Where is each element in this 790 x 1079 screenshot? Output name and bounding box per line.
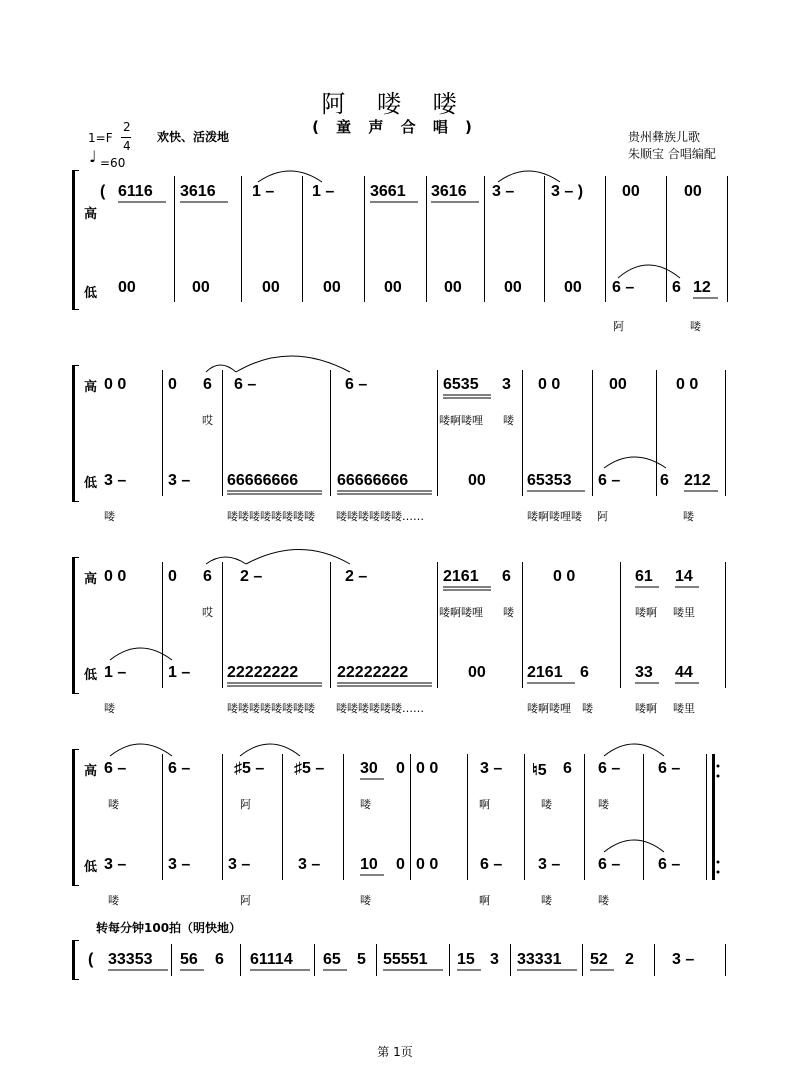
time-signature-denominator: 4 <box>123 139 131 153</box>
note: 3616 <box>180 183 216 200</box>
note: 22222222 <box>227 664 299 681</box>
note: 66666666 <box>227 472 299 489</box>
origin-credit: 贵州彝族儿歌 <box>628 130 701 144</box>
note: 3 – <box>298 856 321 873</box>
note: 3 – <box>168 856 191 873</box>
note: 3 – <box>480 760 503 777</box>
note: 44 <box>675 664 693 681</box>
note: 1 – <box>104 664 127 681</box>
note: 1 – <box>168 664 191 681</box>
note: 6 <box>203 568 212 585</box>
note: 6 <box>672 279 681 296</box>
note: 00 <box>564 279 582 296</box>
note: 3616 <box>431 183 467 200</box>
note: 6 – <box>598 472 621 489</box>
lyric: 喽里 <box>673 606 695 619</box>
subtitle: ( 童 声 合 唱 ) <box>312 118 478 136</box>
expression-marking: 欢快、活泼地 <box>157 130 230 144</box>
time-signature-numerator: 2 <box>123 120 131 134</box>
note: 00 <box>684 183 702 200</box>
note: 0 0 <box>104 376 127 393</box>
note: 0 0 <box>553 568 576 585</box>
note: 00 <box>468 472 486 489</box>
note: 5 <box>357 951 366 968</box>
note: 65353 <box>527 472 572 489</box>
lyric: 阿 <box>240 894 251 907</box>
lyric: 啊 <box>479 798 490 811</box>
high-part-label: 高 <box>84 207 98 222</box>
note: 6 – <box>104 760 127 777</box>
low-part-label: 低 <box>84 286 98 301</box>
note: 30 <box>360 760 378 777</box>
note: 00 <box>262 279 280 296</box>
note: 00 <box>192 279 210 296</box>
key-signature: 1=F <box>88 131 113 145</box>
lyric: 喽喽喽喽喽喽…… <box>336 702 424 715</box>
note: 14 <box>675 568 693 585</box>
lyric: 阿 <box>613 320 624 333</box>
lyric: 喽 <box>360 894 371 907</box>
low-part-label: 低 <box>84 860 98 875</box>
note: 3 – <box>672 951 695 968</box>
note: 3 – <box>104 472 127 489</box>
page-title: 阿 喽 喽 <box>321 90 469 118</box>
note: 2 – <box>345 568 368 585</box>
note: 33331 <box>517 951 562 968</box>
page-number: 第 1页 <box>377 1045 413 1059</box>
lyric: 喽 <box>108 798 119 811</box>
lyric: 喽喽喽喽喽喽喽喽 <box>227 510 315 523</box>
note: ♯5 – <box>234 760 265 777</box>
lyric: 喽 <box>360 798 371 811</box>
note: 3 – ) <box>551 183 584 200</box>
lyric: 喽 <box>503 606 514 619</box>
lyric: 喽 <box>104 510 115 523</box>
low-part-label: 低 <box>84 476 98 491</box>
note: 22222222 <box>337 664 409 681</box>
note: 3 <box>502 376 511 393</box>
note: 1 – <box>252 183 275 200</box>
lyric: 阿 <box>240 798 251 811</box>
lyric: 啊 <box>479 894 490 907</box>
note: 10 <box>360 856 378 873</box>
note: 6116 <box>118 183 153 200</box>
note: 33 <box>635 664 653 681</box>
note: 61 <box>635 568 653 585</box>
note: 6 – <box>480 856 503 873</box>
lyric: 喽 <box>582 702 593 715</box>
low-part-label: 低 <box>84 668 98 683</box>
note: 3 – <box>168 472 191 489</box>
note: 61114 <box>250 951 293 968</box>
note: 0 <box>396 760 405 777</box>
note: 52 <box>590 951 608 968</box>
note: 6 – <box>658 760 681 777</box>
lyric: 喽 <box>104 702 115 715</box>
note: 3 – <box>228 856 251 873</box>
note: 6 – <box>598 856 621 873</box>
note: 6 <box>502 568 511 585</box>
lyric: 喽啊 <box>635 606 657 619</box>
tempo-marking: =60 <box>100 156 126 170</box>
tempo-change: 转每分钟100拍（明快地） <box>96 921 242 935</box>
note: 6 – <box>234 376 257 393</box>
lyric: 喽 <box>598 894 609 907</box>
note: 0 <box>168 376 177 393</box>
lyric: 哎 <box>202 606 213 619</box>
note: 3661 <box>370 183 406 200</box>
lyric: 喽啊 <box>635 702 657 715</box>
note: 212 <box>684 472 711 489</box>
lyric: 喽 <box>541 894 552 907</box>
note: 0 0 <box>416 760 439 777</box>
lyric: 喽啊喽哩 <box>527 702 571 715</box>
note: 00 <box>444 279 462 296</box>
lyric: 喽啊喽哩喽 <box>527 510 582 523</box>
lyric: 喽 <box>683 510 694 523</box>
lyric: 阿 <box>597 510 608 523</box>
lyric: 喽 <box>598 798 609 811</box>
lyric: 喽 <box>541 798 552 811</box>
note: 2 – <box>240 568 263 585</box>
note: 33353 <box>108 951 153 968</box>
note: 1 – <box>312 183 335 200</box>
note: 00 <box>468 664 486 681</box>
note: 0 0 <box>676 376 699 393</box>
note: 66666666 <box>337 472 409 489</box>
note: 0 <box>168 568 177 585</box>
note: 0 <box>396 856 405 873</box>
high-part-label: 高 <box>84 380 98 395</box>
note: 6535 <box>443 376 479 393</box>
note: 6 <box>580 664 589 681</box>
note: 3 <box>490 951 499 968</box>
note: 65 <box>323 951 341 968</box>
note: 2161 <box>443 568 479 585</box>
note: 6 – <box>345 376 368 393</box>
note: 00 <box>622 183 640 200</box>
note: 0 0 <box>416 856 439 873</box>
note: 15 <box>457 951 475 968</box>
note: ( <box>88 951 94 968</box>
note: 56 <box>180 951 198 968</box>
note: 00 <box>323 279 341 296</box>
quarter-note-icon: ♩ <box>89 147 97 166</box>
note: 6 – <box>612 279 635 296</box>
note: 00 <box>609 376 627 393</box>
note: 6 – <box>598 760 621 777</box>
note: 00 <box>118 279 136 296</box>
note: 6 <box>203 376 212 393</box>
note: 3 – <box>492 183 515 200</box>
note: 6 <box>660 472 669 489</box>
note: 2 <box>625 951 634 968</box>
arranger-credit: 朱顺宝 合唱编配 <box>628 147 716 161</box>
high-part-label: 高 <box>84 764 98 779</box>
note: ♯5 – <box>294 760 325 777</box>
note: 3 – <box>538 856 561 873</box>
note: 00 <box>504 279 522 296</box>
lyric: 喽啊喽哩 <box>439 414 483 427</box>
lyric: 喽里 <box>673 702 695 715</box>
note: 0 0 <box>538 376 561 393</box>
note: 6 <box>215 951 224 968</box>
note: ♮5 <box>532 762 547 779</box>
note: 55551 <box>383 951 428 968</box>
note: 0 0 <box>104 568 127 585</box>
note: 3 – <box>104 856 127 873</box>
high-part-label: 高 <box>84 572 98 587</box>
note: 6 <box>563 760 572 777</box>
lyric: 喽啊喽哩 <box>439 606 483 619</box>
note: 6 – <box>168 760 191 777</box>
lyric: 喽喽喽喽喽喽…… <box>336 510 424 523</box>
note: ( <box>100 183 106 200</box>
lyric: 喽 <box>503 414 514 427</box>
lyric: 喽 <box>108 894 119 907</box>
note: 6 – <box>658 856 681 873</box>
note: 2161 <box>527 664 563 681</box>
note: 00 <box>384 279 402 296</box>
note: 12 <box>693 279 711 296</box>
lyric: 哎 <box>202 414 213 427</box>
lyric: 喽喽喽喽喽喽喽喽 <box>227 702 315 715</box>
lyric: 喽 <box>690 320 701 333</box>
